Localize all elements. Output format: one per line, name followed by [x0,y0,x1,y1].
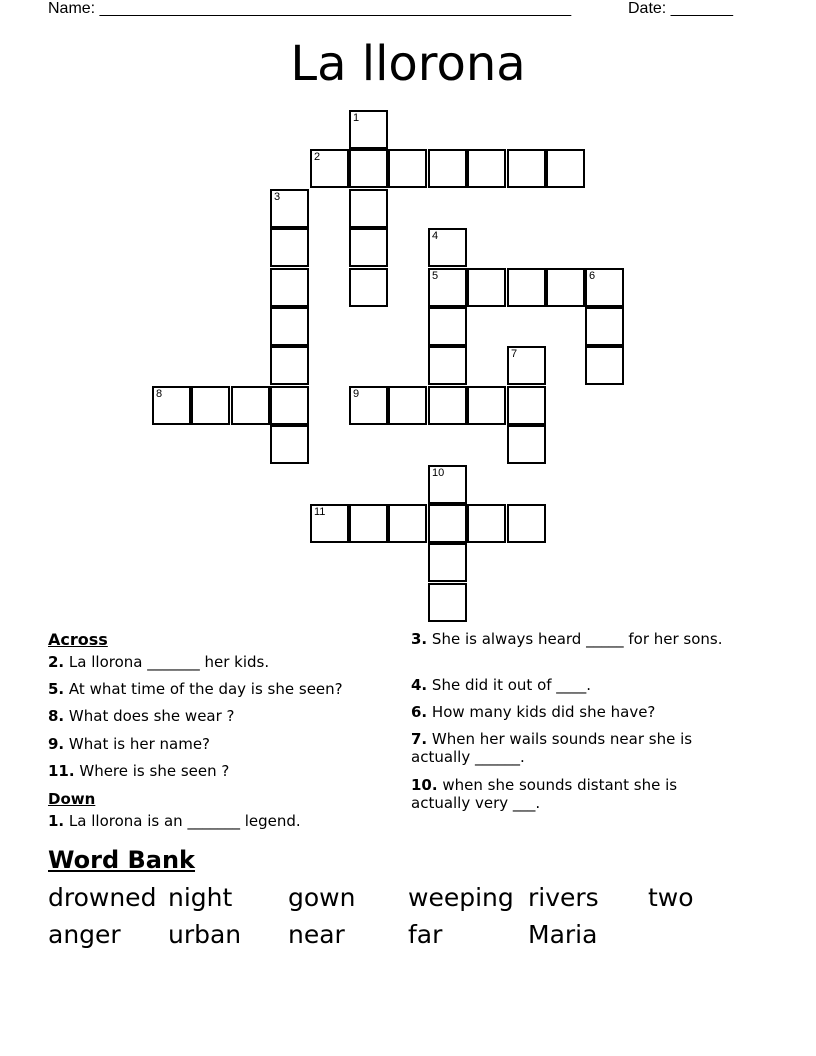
down-clue-7 [411,730,741,766]
cell-number: 7 [511,348,518,360]
crossword-cell[interactable] [388,386,427,425]
crossword-cell[interactable] [585,268,624,307]
clue-number: 5. [48,680,65,698]
down-clue-4 [411,676,741,694]
across-clue-8 [48,707,378,725]
crossword-cell[interactable] [428,465,467,504]
crossword-cell[interactable] [388,504,427,543]
crossword-cell[interactable] [428,583,467,622]
name-field-label: Name: _____________________________________________________ [48,0,572,17]
crossword-cell[interactable] [467,504,506,543]
crossword-cell[interactable] [191,386,230,425]
crossword-cell[interactable] [546,268,585,307]
clue-text: She is always heard _____ for her sons. [431,630,723,648]
clue-number: 9. [48,735,65,753]
crossword-cell[interactable] [349,268,388,307]
crossword-cell[interactable] [428,268,467,307]
word-bank-word: rivers [528,883,599,912]
crossword-cell[interactable] [507,149,546,188]
clue-number: 8. [48,707,65,725]
crossword-cell[interactable] [349,386,388,425]
word-bank-word: night [168,883,233,912]
crossword-cell[interactable] [270,307,309,346]
cell-number: 6 [589,270,596,282]
clue-number: 6. [411,703,428,721]
clue-number: 1. [48,812,65,830]
crossword-cell[interactable] [467,268,506,307]
clue-text: when she sounds distant she is actually very ___. [411,776,678,812]
across-clue-11 [48,762,378,780]
clue-number: 4. [411,676,428,694]
crossword-cell[interactable] [467,386,506,425]
crossword-cell[interactable] [270,346,309,385]
crossword-cell[interactable] [507,268,546,307]
crossword-cell[interactable] [349,149,388,188]
crossword-cell[interactable] [270,425,309,464]
word-bank-title: Word Bank [48,846,196,874]
crossword-cell[interactable] [270,268,309,307]
clue-text: La llorona _______ her kids. [68,653,270,671]
word-bank-word: gown [288,883,356,912]
cell-number: 10 [432,467,445,479]
crossword-cell[interactable] [428,346,467,385]
crossword-cell[interactable] [349,110,388,149]
crossword-cell[interactable] [388,149,427,188]
crossword-cell[interactable] [349,504,388,543]
word-bank-word: drowned [48,883,157,912]
across-clue-5 [48,680,378,698]
clue-text: Where is she seen ? [79,762,230,780]
clue-text: At what time of the day is she seen? [68,680,343,698]
word-bank-word: anger [48,920,121,949]
crossword-cell[interactable] [507,425,546,464]
word-bank-word: two [648,883,694,912]
crossword-cell[interactable] [585,346,624,385]
clue-number: 10. [411,776,438,794]
crossword-cell[interactable] [349,189,388,228]
crossword-cell[interactable] [270,228,309,267]
down-heading: Down [48,790,96,808]
cell-number: 11 [314,506,326,518]
date-field-label: Date: _______ [628,0,733,17]
crossword-cell[interactable] [310,149,349,188]
crossword-cell[interactable] [428,228,467,267]
crossword-cell[interactable] [152,386,191,425]
crossword-cell[interactable] [507,504,546,543]
across-heading: Across [48,630,108,649]
clue-text: What is her name? [68,735,211,753]
cell-number: 3 [274,191,281,203]
cell-number: 1 [353,112,360,124]
down-clue-3 [411,630,741,648]
cell-number: 8 [156,388,163,400]
crossword-cell[interactable] [546,149,585,188]
page-title: La llorona [290,36,526,92]
clue-text: What does she wear ? [68,707,235,725]
down-clue-10 [411,776,741,812]
word-bank-word: weeping [408,883,514,912]
word-bank-word: Maria [528,920,598,949]
crossword-cell[interactable] [428,543,467,582]
crossword-cell[interactable] [428,386,467,425]
crossword-cell[interactable] [585,307,624,346]
down-clue-6 [411,703,741,721]
crossword-cell[interactable] [507,346,546,385]
clue-text: La llorona is an _______ legend. [68,812,301,830]
word-bank-word: urban [168,920,242,949]
clue-text: She did it out of ____. [431,676,592,694]
clue-number: 3. [411,630,428,648]
crossword-cell[interactable] [270,189,309,228]
crossword-cell[interactable] [428,504,467,543]
cell-number: 4 [432,230,439,242]
word-bank-word: far [408,920,443,949]
crossword-cell[interactable] [507,386,546,425]
clue-number: 7. [411,730,428,748]
clue-text: When her wails sounds near she is actually ______. [411,730,693,766]
word-bank-word: near [288,920,345,949]
crossword-cell[interactable] [428,307,467,346]
crossword-cell[interactable] [231,386,270,425]
down-clue-1 [48,812,378,830]
crossword-cell[interactable] [349,228,388,267]
crossword-cell[interactable] [428,149,467,188]
cell-number: 9 [353,388,360,400]
cell-number: 5 [432,270,439,282]
clue-number: 11. [48,762,75,780]
clue-number: 2. [48,653,65,671]
clue-text: How many kids did she have? [431,703,656,721]
across-clue-2 [48,653,378,671]
across-clue-9 [48,735,378,753]
cell-number: 2 [314,151,321,163]
crossword-cell[interactable] [467,149,506,188]
crossword-cell[interactable] [310,504,349,543]
crossword-cell[interactable] [270,386,309,425]
